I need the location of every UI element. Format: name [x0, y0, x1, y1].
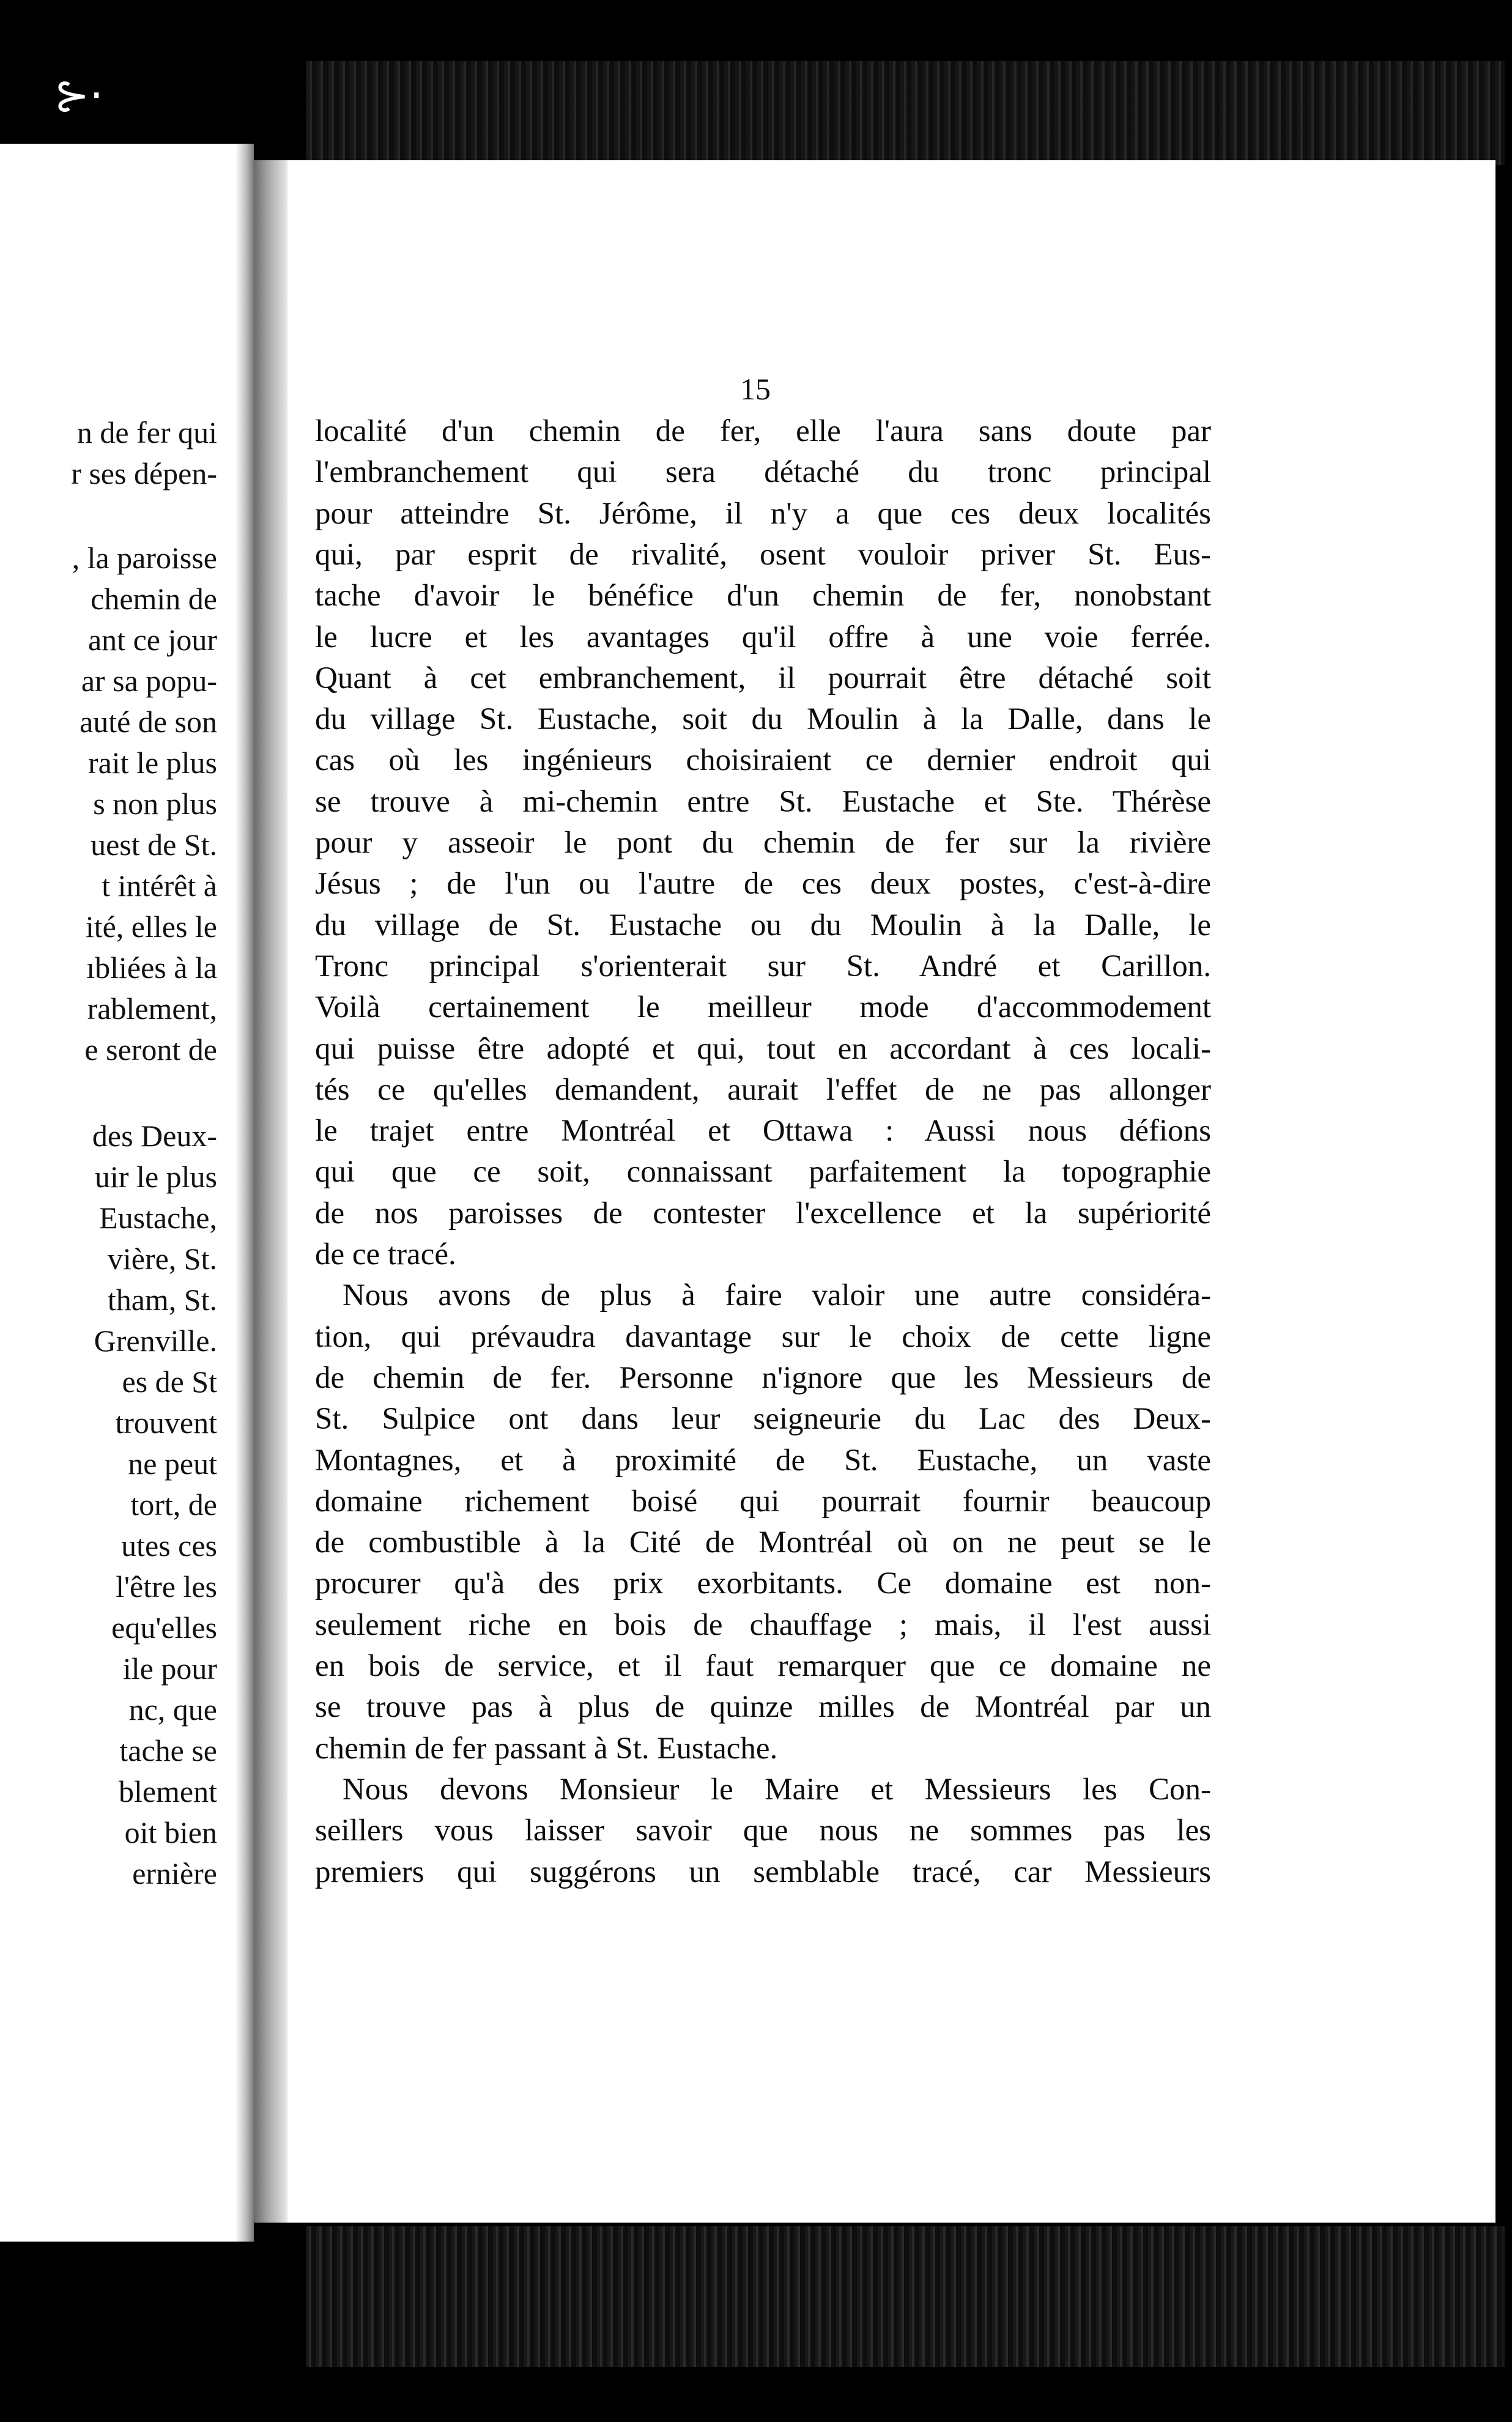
- left-line: r ses dépen-: [71, 456, 217, 491]
- left-line: ne peut: [128, 1446, 217, 1481]
- text-line: se trouve à mi-chemin entre St. Eustache et Ste. Thérèse: [315, 784, 1211, 819]
- scanner-bed-bottom: [306, 2226, 1505, 2367]
- left-line: Grenville.: [94, 1324, 217, 1358]
- left-line: e seront de: [84, 1032, 217, 1067]
- left-line: tort, de: [130, 1487, 217, 1522]
- left-line: utes ces: [121, 1528, 217, 1563]
- left-line: des Deux-: [92, 1119, 217, 1153]
- left-line: equ'elles: [111, 1610, 217, 1645]
- text-line: le trajet entre Montréal et Ottawa : Aussi nous défions: [315, 1114, 1211, 1149]
- text-line: seulement riche en bois de chauffage ; mais, il l'est aussi: [315, 1607, 1211, 1642]
- left-line: trouvent: [115, 1405, 217, 1440]
- main-page: [254, 160, 1495, 2223]
- left-line: ité, elles le: [85, 909, 217, 944]
- text-line: du village St. Eustache, soit du Moulin à la Dalle, dans le: [315, 702, 1211, 737]
- text-line: cas où les ingénieurs choisiraient ce dernier endroit qui: [315, 743, 1211, 778]
- left-line: , la paroisse: [72, 541, 217, 575]
- left-line: ıbliées à la: [86, 950, 217, 985]
- left-line: l'être les: [116, 1569, 217, 1604]
- page-spine-shadow: [254, 160, 287, 2223]
- left-line: uest de St.: [91, 828, 217, 862]
- left-line: t intérêt à: [102, 868, 217, 903]
- left-line: es de St: [122, 1365, 217, 1399]
- text-line: Montagnes, et à proximité de St. Eustache, un vaste: [315, 1443, 1211, 1478]
- text-line: Quant à cet embranchement, il pourrait être détaché soit: [315, 661, 1211, 695]
- left-line: vière, St.: [107, 1242, 217, 1276]
- text-line: tache d'avoir le bénéfice d'un chemin de fer, nonobstant: [315, 579, 1211, 613]
- text-line: Jésus ; de l'un ou l'autre de ces deux postes, c'est-à-dire: [315, 867, 1211, 902]
- left-page: [0, 144, 254, 2242]
- text-line: Nous devons Monsieur le Maire et Messieurs les Con-: [343, 1772, 1211, 1807]
- left-line: ant ce jour: [87, 623, 217, 657]
- left-line: ile pour: [122, 1651, 217, 1686]
- scanner-bed-top: [306, 61, 1505, 165]
- left-line: s non plus: [93, 787, 217, 821]
- text-line: qui que ce soit, connaissant parfaitement la topographie: [315, 1155, 1211, 1190]
- left-line: uir le plus: [95, 1160, 217, 1194]
- text-line: de ce tracé.: [315, 1237, 456, 1272]
- text-line: en bois de service, et il faut remarquer que ce domaine ne: [315, 1649, 1211, 1683]
- text-line: chemin de fer passant à St. Eustache.: [315, 1731, 778, 1766]
- left-line: rait le plus: [87, 746, 217, 780]
- left-line: blement: [118, 1774, 217, 1809]
- text-line: le lucre et les avantages qu'il offre à une voie ferrée.: [315, 620, 1211, 654]
- text-line: procurer qu'à des prix exorbitants. Ce domaine est non-: [315, 1566, 1211, 1601]
- left-line: tache se: [119, 1733, 217, 1768]
- page-number: 15: [740, 372, 771, 406]
- left-line: tham, St.: [107, 1283, 217, 1317]
- left-line: chemin de: [91, 582, 217, 616]
- text-line: de chemin de fer. Personne n'ignore que les Messieurs de: [315, 1360, 1211, 1395]
- text-line: tés ce qu'elles demandent, aurait l'effet de ne pas allonger: [315, 1072, 1211, 1107]
- left-line: rablement,: [87, 991, 217, 1026]
- text-line: pour atteindre St. Jérôme, il n'y a que ces deux localités: [315, 496, 1211, 531]
- text-line: tion, qui prévaudra davantage sur le choix de cette ligne: [315, 1319, 1211, 1354]
- text-line: domaine richement boisé qui pourrait fournir beaucoup: [315, 1484, 1211, 1519]
- left-line: auté de son: [80, 705, 217, 739]
- left-line: ar sa popu-: [81, 664, 217, 698]
- text-line: de nos paroisses de contester l'excellence et la supériorité: [315, 1196, 1211, 1231]
- text-line: qui puisse être adopté et qui, tout en accordant à ces locali-: [315, 1031, 1211, 1066]
- text-line: se trouve pas à plus de quinze milles de Montréal par un: [315, 1690, 1211, 1725]
- text-line: St. Sulpice ont dans leur seigneurie du Lac des Deux-: [315, 1402, 1211, 1437]
- text-line: Voilà certainement le meilleur mode d'accommodement: [315, 990, 1211, 1025]
- text-line: qui, par esprit de rivalité, osent vouloir priver St. Eus-: [315, 537, 1211, 572]
- text-line: pour y asseoir le pont du chemin de fer sur la rivière: [315, 826, 1211, 860]
- left-line: n de fer qui: [76, 415, 217, 450]
- left-page-gutter: [235, 144, 254, 2242]
- text-line: premiers qui suggérons un semblable tracé, car Messieurs: [315, 1854, 1211, 1889]
- left-line: nc, que: [128, 1692, 217, 1727]
- text-line: Nous avons de plus à faire valoir une autre considéra-: [343, 1278, 1211, 1313]
- text-line: du village de St. Eustache ou du Moulin à la Dalle, le: [315, 908, 1211, 943]
- text-line: localité d'un chemin de fer, elle l'aura sans doute par: [315, 414, 1211, 448]
- text-line: Tronc principal s'orienterait sur St. André et Carillon.: [315, 949, 1211, 983]
- left-line: oit bien: [124, 1815, 217, 1850]
- text-line: de combustible à la Cité de Montréal où on ne peut se le: [315, 1525, 1211, 1560]
- text-line: l'embranchement qui sera détaché du tronc principal: [315, 455, 1211, 490]
- left-line: Eustache,: [99, 1201, 217, 1235]
- left-line: ernière: [132, 1856, 217, 1891]
- text-line: seillers vous laisser savoir que nous ne sommes pas les: [315, 1813, 1211, 1848]
- scan-mark: ⊱·: [54, 70, 103, 120]
